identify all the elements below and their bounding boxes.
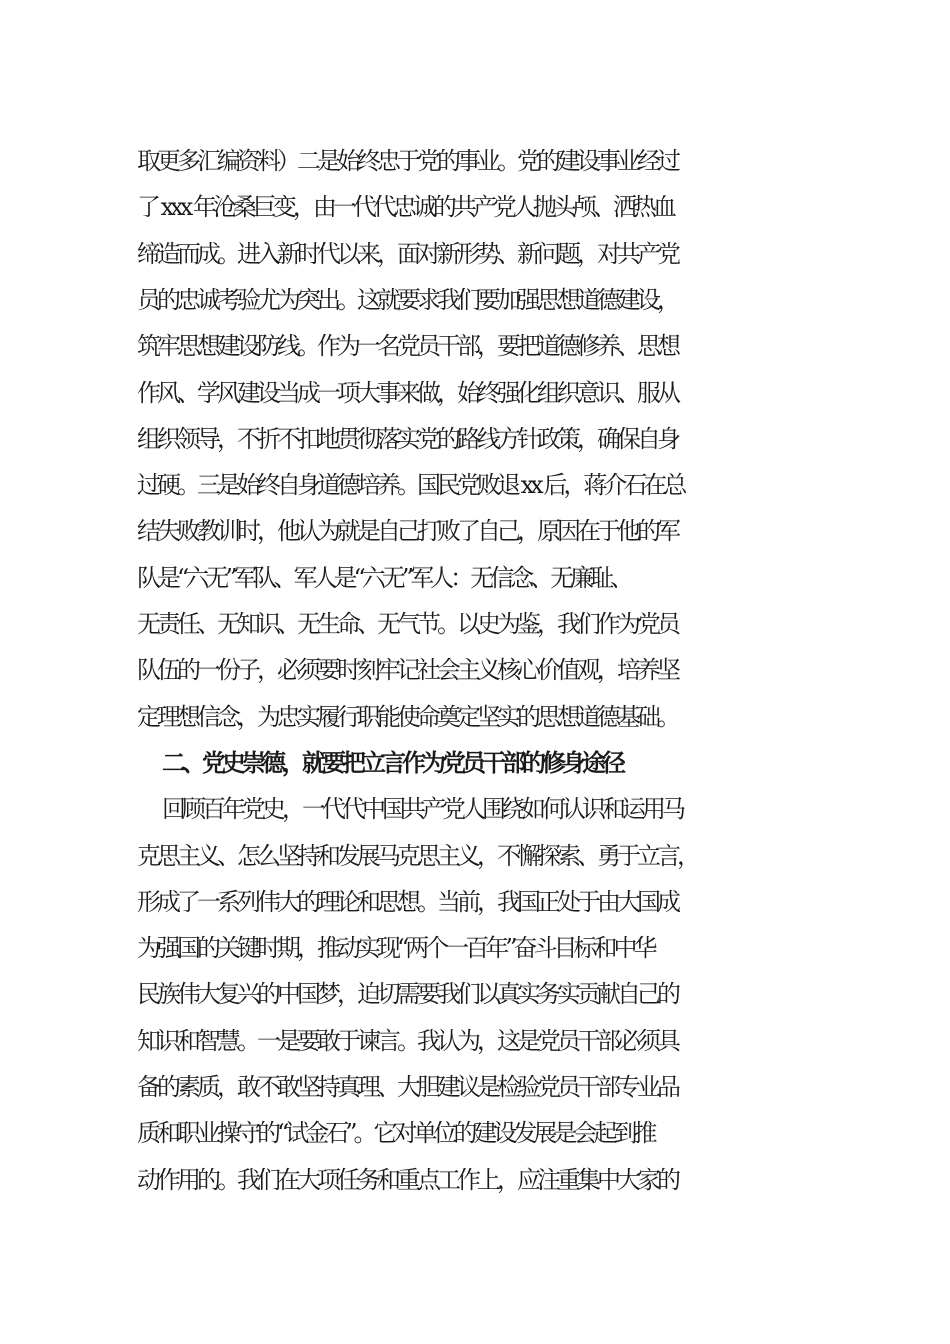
text-line [0,185,950,229]
text-line-content: 队是“六无”军队、军人是“六无”军人：无信念、无廉耻、 [137,563,631,592]
text-line [0,324,950,368]
text-line-content: 质和职业操守的“试金石”。它对单位的建设发展是会起到推 [137,1119,654,1148]
text-line [0,371,950,415]
text-line [0,1111,950,1155]
text-line [0,880,950,924]
text-line [0,1158,950,1202]
text-line [0,509,950,553]
section-heading-text: 二、党史崇德，就要把立言作为党员干部的修身途径 [162,748,622,777]
text-line-content: 取更多汇编资料）二是始终忠于党的事业。党的建设事业经过 [137,147,677,175]
text-line-content: 筑牢思想建设防线。作为一名党员干部，要把道德修养、思想 [137,332,677,361]
text-line-content: 了 xxx 年沧桑巨变，由一代代忠诚的共产党人抛头颅、洒热血 [137,193,673,222]
text-line-content: 形成了一系列伟大的理论和思想。当前，我国正处于由大国成 [137,887,677,916]
text-line [0,232,950,276]
text-line-content: 无责任、无知识、无生命、无气节。以史为鉴，我们作为党员 [137,610,677,638]
text-line [0,556,950,600]
text-line [0,1065,950,1109]
text-line-content: 克思主义、怎么坚持和发展马克思主义，不懈探索、勇于立言， [137,841,697,870]
text-line-content: 备的素质，敢不敢坚持真理、大胆建议是检验党员干部专业品 [137,1073,677,1101]
text-line-content: 员的忠诚考验尤为突出。这就要求我们要加强思想道德建设， [137,285,677,314]
text-line [0,787,950,831]
text-line-content: 知识和智慧。一是要敢于谏言。我认为，这是党员干部必须具 [137,1026,677,1055]
text-line [0,972,950,1016]
text-line [0,1019,950,1063]
text-line [0,602,950,646]
text-line [0,139,950,183]
text-line [0,695,950,739]
text-line-content: 为强国的关键时期，推动实现“两个一百年”奋斗目标和中华 [137,934,654,963]
text-line-content: 组织领导，不折不扣地贯彻落实党的路线方针政策，确保自身 [137,424,677,453]
text-line-content: 过硬。三是始终自身道德培养。国民党败退 xx 后，蒋介石在总 [137,471,684,500]
text-line-content: 队伍的一份子，必须要时刻牢记社会主义核心价值观，培养坚 [137,656,677,685]
text-line-content: 缔造而成。进入新时代以来，面对新形势、新问题，对共产党 [137,239,677,268]
section-heading [0,741,950,785]
text-line-content: 结失败教训时，他认为就是自己打败了自己，原因在于他的军 [137,517,677,546]
text-line [0,834,950,878]
text-line [0,278,950,322]
text-line-content: 回顾百年党史，一代代中国共产党人围绕如何认识和运用马 [162,795,682,824]
text-line-content: 民族伟大复兴的中国梦，迫切需要我们以真实务实贡献自己的 [137,980,677,1009]
text-line [0,417,950,461]
text-line [0,926,950,970]
text-line [0,648,950,692]
text-line-content: 作风、学风建设当成一项大事来做，始终强化组织意识、服从 [137,378,677,407]
text-line-content: 动作用的。我们在大项任务和重点工作上，应注重集中大家的 [137,1165,677,1194]
text-line-content: 定理想信念，为忠实履行职能使命奠定坚实的思想道德基础。 [137,702,677,731]
text-line [0,463,950,507]
